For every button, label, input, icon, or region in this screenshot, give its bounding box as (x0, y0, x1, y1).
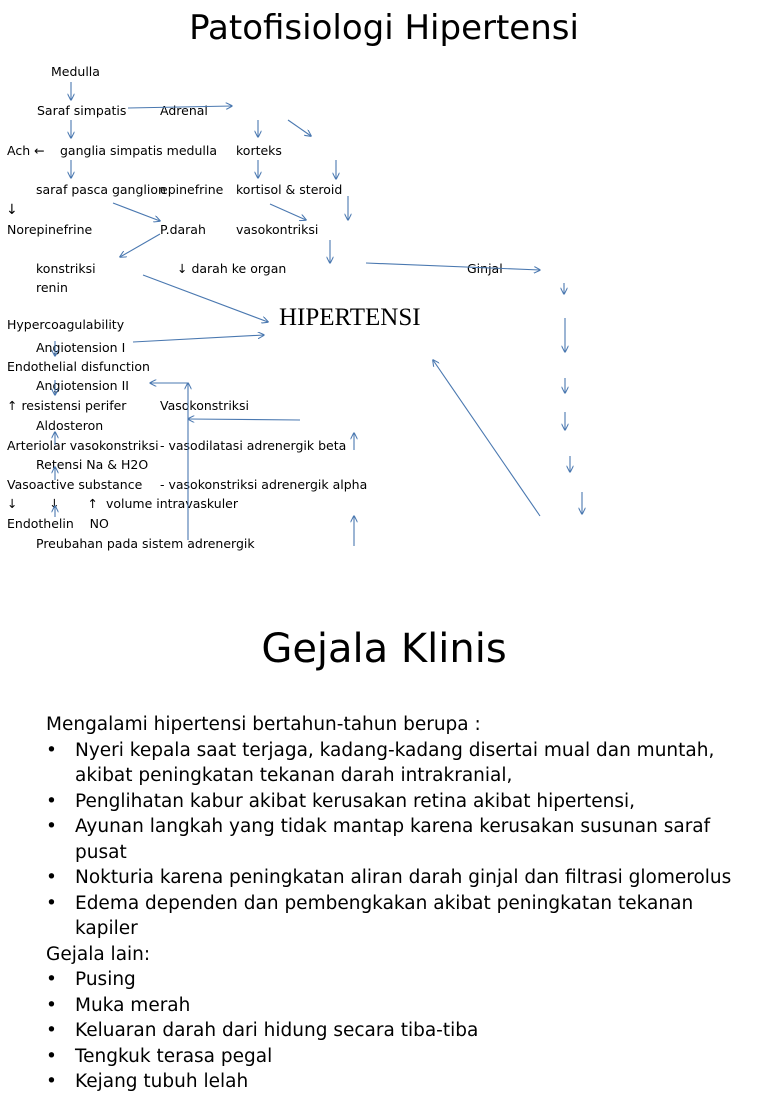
label-vasodilatasi: - vasodilatasi adrenergik beta (160, 438, 347, 453)
label-adrenal: Adrenal (160, 103, 208, 118)
label-perubahan: Preubahan pada sistem adrenergik (36, 536, 255, 551)
label-angiotension-1: Angiotension I (36, 340, 126, 355)
label-konstriksi: konstriksi (36, 261, 96, 276)
label-endothelial: Endothelial disfunction (7, 359, 150, 374)
label-korteks: korteks (236, 143, 282, 158)
label-hipertensi: HIPERTENSI (279, 304, 421, 331)
label-endothelin: Endothelin NO (7, 516, 109, 531)
bullet-icon: • (46, 892, 57, 914)
label-pdarah: P.darah (160, 222, 206, 237)
list-item: • Nokturia karena peningkatan aliran darah ginjal dan filtrasi glomerolus (46, 865, 746, 891)
arrow (128, 106, 232, 108)
bullet-icon: • (46, 1045, 57, 1067)
label-arteriolar: Arteriolar vasokonstriksi (7, 438, 159, 453)
label-norepinefrine: Norepinefrine (7, 222, 93, 237)
list-item: • Kejang tubuh lelah (46, 1069, 746, 1095)
label-vasokonstriksi-alpha: - vasokonstriksi adrenergik alpha (160, 477, 368, 492)
list-item: • Penglihatan kabur akibat kerusakan retina akibat hipertensi, (46, 789, 746, 815)
list-item: • Muka merah (46, 993, 746, 1019)
label-kortisol: kortisol & steroid (236, 182, 343, 197)
label-resistensi: ↑ resistensi perifer (7, 398, 127, 413)
list-item: • Ayunan langkah yang tidak mantap karena kerusakan susunan saraf pusat (46, 816, 711, 863)
label-arrows-volume: ↓ ↓ ↑ volume intravaskuler (7, 496, 238, 511)
bullet-icon: • (46, 739, 57, 761)
down-arrow-symbol: ↓ (6, 202, 18, 218)
label-ginjal: Ginjal (467, 261, 503, 276)
arrow (120, 234, 160, 257)
list-intro: Mengalami hipertensi bertahun-tahun berupa : (46, 714, 481, 735)
bullet-icon: • (46, 790, 57, 812)
label-saraf-pasca: saraf pasca ganglion (36, 182, 166, 197)
arrow (270, 204, 306, 220)
label-vasokonstriksi: Vasokonstriksi (160, 398, 250, 413)
slide-title-patofisiologi: Patofisiologi Hipertensi (189, 8, 579, 48)
label-epinefrine: epinefrine (160, 182, 224, 197)
arrow (288, 120, 311, 136)
bullet-icon: • (46, 1020, 57, 1041)
label-ach: Ach ← (7, 143, 45, 158)
slide-title-gejala-klinis: Gejala Klinis (261, 626, 507, 672)
label-hypercoagulability: Hypercoagulability (7, 317, 125, 332)
list-item: • Tengkuk terasa pegal (46, 1044, 746, 1070)
bullet-icon: • (46, 867, 57, 888)
label-renin: renin (36, 280, 68, 295)
bullet-icon: • (46, 969, 57, 990)
bullet-icon: • (46, 816, 57, 837)
label-angiotension-2: Angiotension II (36, 378, 129, 393)
label-aldosteron: Aldosteron (36, 418, 104, 433)
list-subheading: Gejala lain: (46, 943, 151, 965)
label-ganglia: ganglia simpatis medulla (60, 143, 217, 158)
arrow (433, 360, 540, 516)
arrow (113, 203, 160, 221)
label-saraf-simpatis: Saraf simpatis (37, 103, 127, 118)
list-item: • Pusing (46, 967, 746, 993)
list-item: • Keluaran darah dari hidung secara tiba-tiba (46, 1018, 746, 1044)
label-darah-ke-organ: ↓ darah ke organ (177, 261, 287, 276)
list-item: • Nyeri kepala saat terjaga, kadang-kadang disertai mual dan muntah, akibat peningkatan tekanan darah intrakranial, (46, 739, 715, 786)
label-medulla: Medulla (51, 64, 100, 79)
label-vasokontriksi: vasokontriksi (236, 222, 319, 237)
label-vasoactive: Vasoactive substance (7, 477, 143, 492)
arrow (366, 263, 540, 270)
label-retensi: Retensi Na & H2O (36, 457, 149, 472)
bullet-icon: • (46, 1071, 57, 1092)
arrow (133, 335, 264, 342)
arrow (143, 275, 268, 322)
list-item: • Edema dependen dan pembengkakan akibat peningkatan tekanan kapiler (46, 892, 694, 939)
arrow (188, 419, 300, 420)
symptom-list (46, 712, 746, 1095)
bullet-icon: • (46, 994, 57, 1016)
